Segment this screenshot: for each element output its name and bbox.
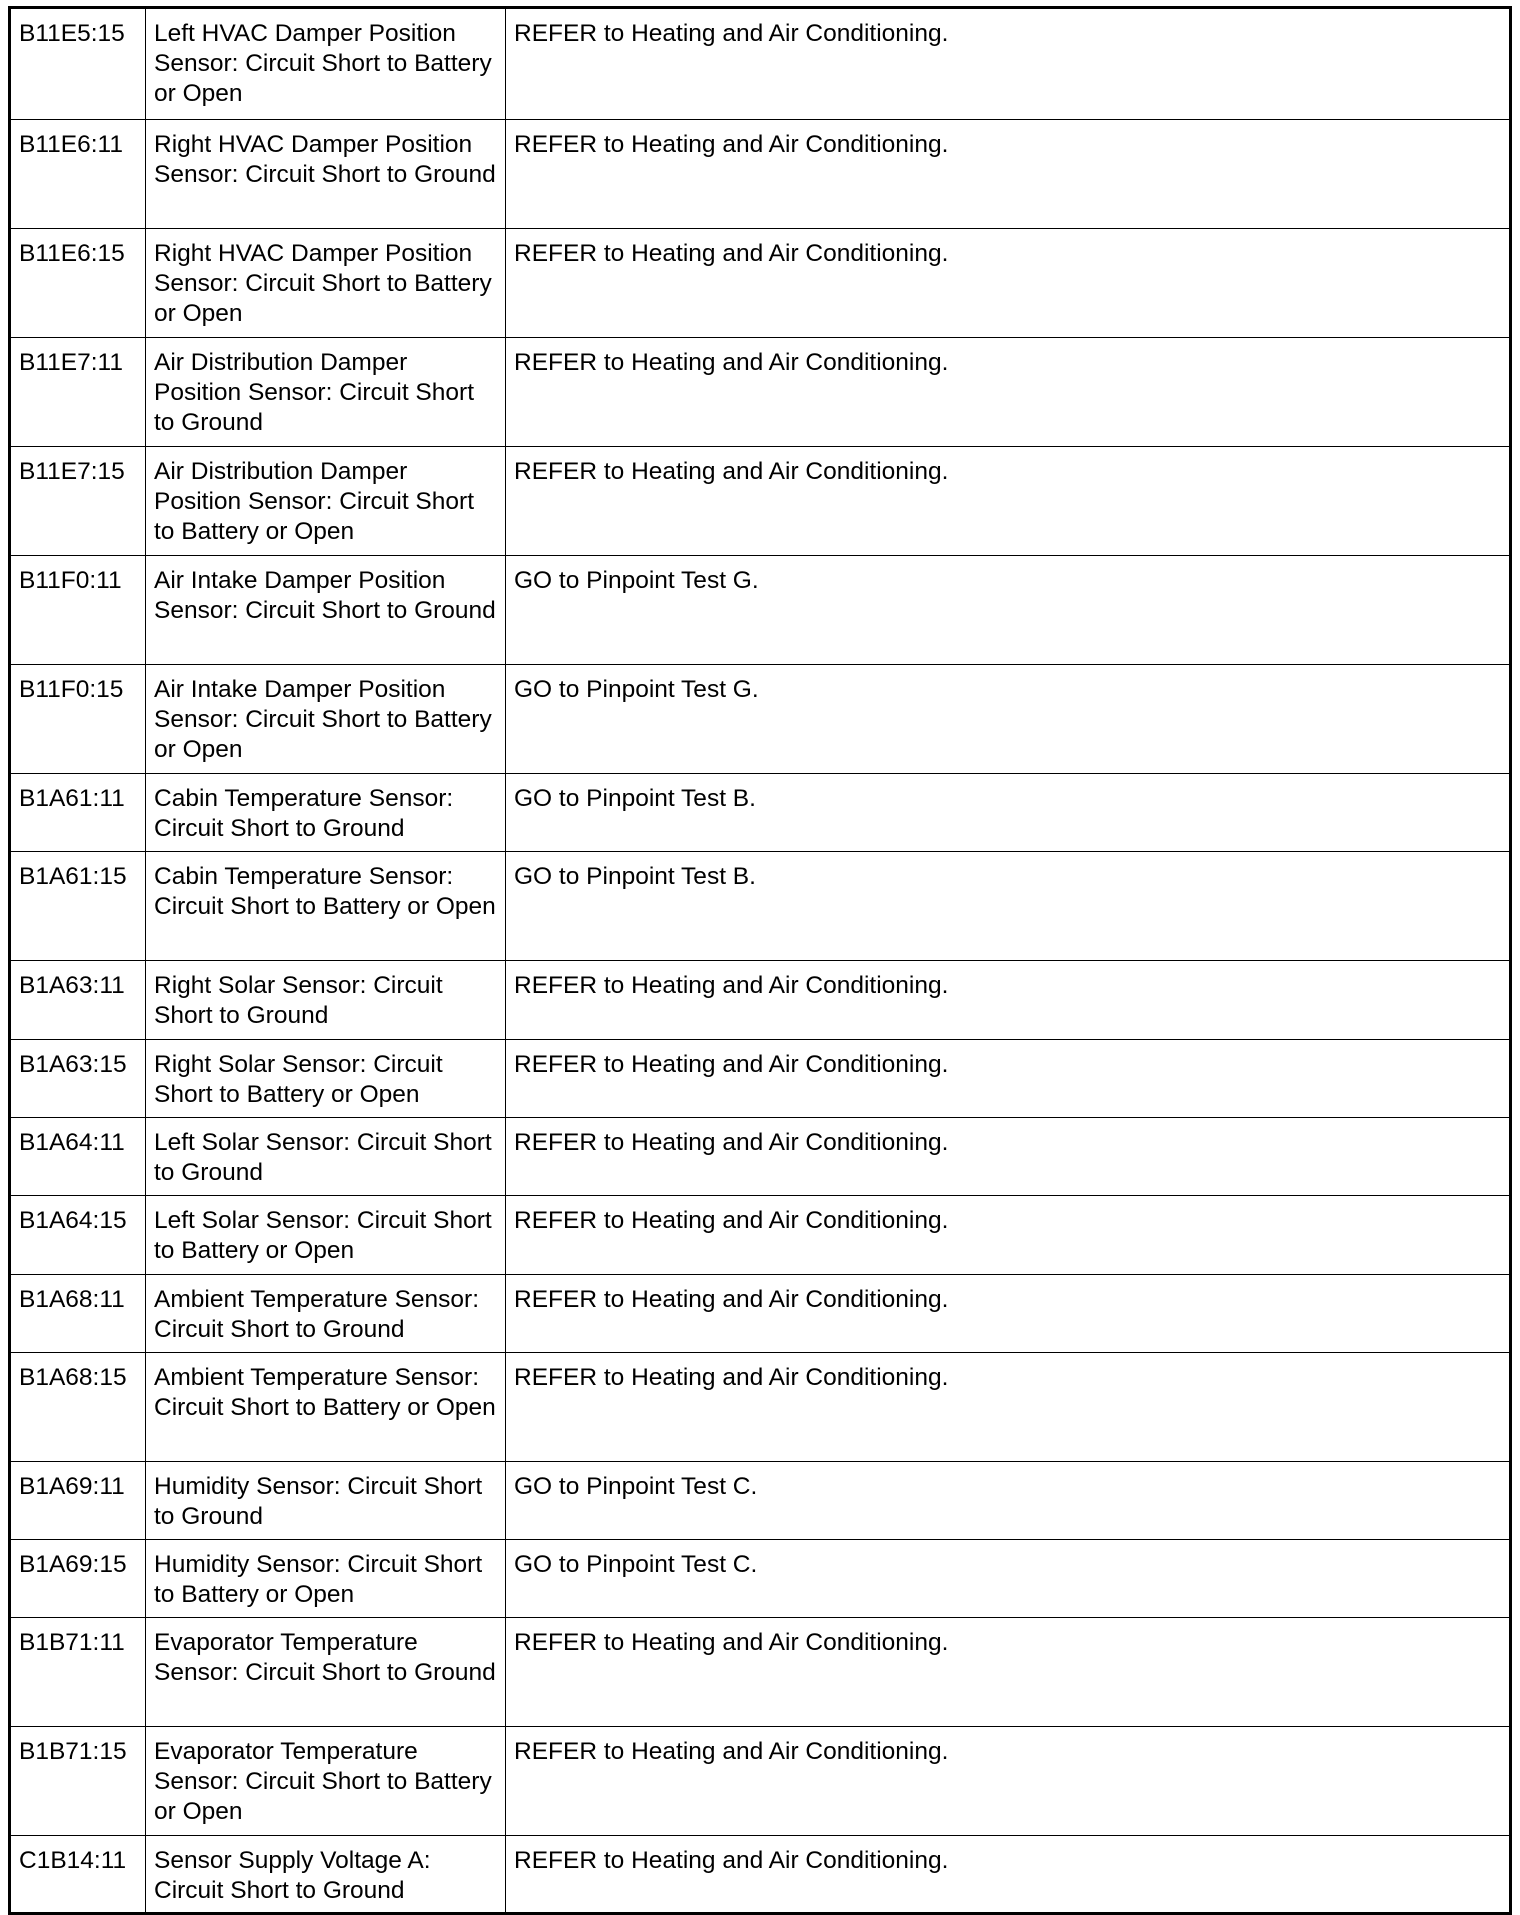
table-row <box>10 852 1511 961</box>
table-row <box>10 447 1511 556</box>
dtc-code-cell: B11F0:11 <box>10 556 146 665</box>
dtc-action-cell: GO to Pinpoint Test G. <box>506 556 1511 665</box>
table-row <box>10 1275 1511 1353</box>
dtc-description-cell: Sensor Supply Voltage A: Circuit Short to Ground <box>146 1836 506 1914</box>
table-row <box>10 1618 1511 1727</box>
dtc-description-cell: Right HVAC Damper Position Sensor: Circuit Short to Battery or Open <box>146 229 506 338</box>
dtc-code-cell: B1A61:15 <box>10 852 146 961</box>
dtc-code-cell: B1A61:11 <box>10 774 146 852</box>
dtc-action-cell: REFER to Heating and Air Conditioning. <box>506 229 1511 338</box>
table-row <box>10 1540 1511 1618</box>
table-row <box>10 1118 1511 1196</box>
dtc-description-cell: Left Solar Sensor: Circuit Short to Ground <box>146 1118 506 1196</box>
dtc-action-cell: REFER to Heating and Air Conditioning. <box>506 120 1511 229</box>
dtc-description-cell: Air Distribution Damper Position Sensor: Circuit Short to Battery or Open <box>146 447 506 556</box>
dtc-description-cell: Right HVAC Damper Position Sensor: Circuit Short to Ground <box>146 120 506 229</box>
dtc-description-cell: Humidity Sensor: Circuit Short to Ground <box>146 1462 506 1540</box>
dtc-code-cell: B11E7:11 <box>10 338 146 447</box>
dtc-description-cell: Evaporator Temperature Sensor: Circuit Short to Battery or Open <box>146 1727 506 1836</box>
dtc-action-cell: REFER to Heating and Air Conditioning. <box>506 1196 1511 1275</box>
table-row <box>10 229 1511 338</box>
dtc-description-cell: Ambient Temperature Sensor: Circuit Short to Ground <box>146 1275 506 1353</box>
dtc-action-cell: REFER to Heating and Air Conditioning. <box>506 1040 1511 1118</box>
dtc-code-cell: B1A63:11 <box>10 961 146 1040</box>
table-row <box>10 1196 1511 1275</box>
dtc-code-cell: B1A69:11 <box>10 1462 146 1540</box>
dtc-action-cell: REFER to Heating and Air Conditioning. <box>506 8 1511 120</box>
dtc-code-cell: B11F0:15 <box>10 665 146 774</box>
dtc-code-cell: B1A68:11 <box>10 1275 146 1353</box>
table-row <box>10 665 1511 774</box>
dtc-code-cell: B1A63:15 <box>10 1040 146 1118</box>
dtc-action-cell: REFER to Heating and Air Conditioning. <box>506 447 1511 556</box>
dtc-code-cell: B1A64:15 <box>10 1196 146 1275</box>
dtc-code-cell: B11E7:15 <box>10 447 146 556</box>
table-row <box>10 8 1511 120</box>
table-row <box>10 1462 1511 1540</box>
dtc-action-cell: GO to Pinpoint Test B. <box>506 774 1511 852</box>
dtc-action-cell: REFER to Heating and Air Conditioning. <box>506 1353 1511 1462</box>
table-row <box>10 1040 1511 1118</box>
table-row <box>10 556 1511 665</box>
table-row <box>10 1353 1511 1462</box>
dtc-action-cell: GO to Pinpoint Test B. <box>506 852 1511 961</box>
dtc-table-body <box>10 8 1511 1914</box>
dtc-description-cell: Cabin Temperature Sensor: Circuit Short to Ground <box>146 774 506 852</box>
dtc-description-cell: Evaporator Temperature Sensor: Circuit Short to Ground <box>146 1618 506 1727</box>
dtc-description-cell: Right Solar Sensor: Circuit Short to Ground <box>146 961 506 1040</box>
dtc-description-cell: Ambient Temperature Sensor: Circuit Short to Battery or Open <box>146 1353 506 1462</box>
dtc-description-cell: Air Distribution Damper Position Sensor: Circuit Short to Ground <box>146 338 506 447</box>
dtc-action-cell: GO to Pinpoint Test G. <box>506 665 1511 774</box>
table-row <box>10 120 1511 229</box>
table-row <box>10 338 1511 447</box>
dtc-action-cell: REFER to Heating and Air Conditioning. <box>506 1118 1511 1196</box>
dtc-action-cell: GO to Pinpoint Test C. <box>506 1462 1511 1540</box>
dtc-code-cell: B1A64:11 <box>10 1118 146 1196</box>
dtc-code-cell: B11E6:15 <box>10 229 146 338</box>
dtc-description-cell: Air Intake Damper Position Sensor: Circuit Short to Ground <box>146 556 506 665</box>
dtc-code-cell: C1B14:11 <box>10 1836 146 1914</box>
dtc-description-cell: Air Intake Damper Position Sensor: Circuit Short to Battery or Open <box>146 665 506 774</box>
dtc-table <box>8 6 1512 1915</box>
dtc-action-cell: REFER to Heating and Air Conditioning. <box>506 1836 1511 1914</box>
dtc-description-cell: Left Solar Sensor: Circuit Short to Battery or Open <box>146 1196 506 1275</box>
dtc-code-cell: B1A68:15 <box>10 1353 146 1462</box>
dtc-description-cell: Cabin Temperature Sensor: Circuit Short to Battery or Open <box>146 852 506 961</box>
dtc-description-cell: Left HVAC Damper Position Sensor: Circuit Short to Battery or Open <box>146 8 506 120</box>
dtc-action-cell: REFER to Heating and Air Conditioning. <box>506 961 1511 1040</box>
dtc-action-cell: REFER to Heating and Air Conditioning. <box>506 1275 1511 1353</box>
dtc-code-cell: B11E5:15 <box>10 8 146 120</box>
dtc-description-cell: Right Solar Sensor: Circuit Short to Battery or Open <box>146 1040 506 1118</box>
table-row <box>10 961 1511 1040</box>
dtc-action-cell: GO to Pinpoint Test C. <box>506 1540 1511 1618</box>
dtc-action-cell: REFER to Heating and Air Conditioning. <box>506 338 1511 447</box>
dtc-code-cell: B11E6:11 <box>10 120 146 229</box>
dtc-code-cell: B1B71:15 <box>10 1727 146 1836</box>
dtc-description-cell: Humidity Sensor: Circuit Short to Battery or Open <box>146 1540 506 1618</box>
table-row <box>10 1727 1511 1836</box>
dtc-code-cell: B1B71:11 <box>10 1618 146 1727</box>
dtc-action-cell: REFER to Heating and Air Conditioning. <box>506 1727 1511 1836</box>
dtc-action-cell: REFER to Heating and Air Conditioning. <box>506 1618 1511 1727</box>
dtc-code-cell: B1A69:15 <box>10 1540 146 1618</box>
table-row <box>10 774 1511 852</box>
